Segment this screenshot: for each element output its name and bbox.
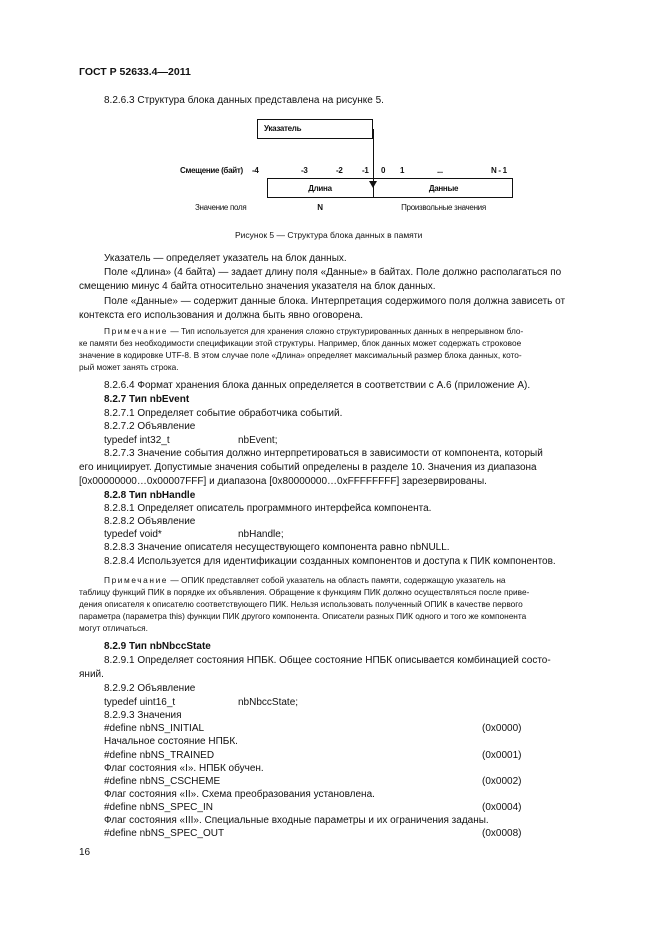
define-description: Начальное состояние НПБК. xyxy=(104,736,238,747)
section-8-2-8-1: 8.2.8.1 Определяет описатель программного интерфейса компонента. xyxy=(104,503,432,514)
typedef-keyword: typedef void* xyxy=(104,529,162,540)
section-8-2-7-3-cont: [0x00000000…0x00007FFF] и диапазона [0x80000000…0xFFFFFFFF] зарезервированы. xyxy=(79,476,487,487)
data-field: Данные xyxy=(428,184,459,193)
values-label: Значение поля xyxy=(195,203,247,212)
data-description: Поле «Данные» — содержит данные блока. Интерпретация содержимого поля должна зависеть от xyxy=(104,296,566,307)
offset-tick: ... xyxy=(437,166,443,175)
typedef-name: nbEvent; xyxy=(238,435,278,446)
define-description: Флаг состояния «I». НПБК обучен. xyxy=(104,763,264,774)
offset-label: Смещение (байт) xyxy=(180,166,243,175)
define-description: Флаг состояния «II». Схема преобразования установлена. xyxy=(104,789,375,800)
length-value: N xyxy=(317,203,323,212)
section-8-2-7-3-cont: его инициирует. Допустимые значения событий определены в разделе 10. Значения из диапазона xyxy=(79,462,537,473)
note-2-line: могут отличаться. xyxy=(79,623,148,633)
offset-tick: -2 xyxy=(336,166,343,175)
section-8-2-9-3: 8.2.9.3 Значения xyxy=(104,710,182,721)
define-name: #define nbNS_SPEC_OUT xyxy=(104,828,225,839)
note-2 xyxy=(104,575,506,585)
note-2-line: дения описателя к описателю соответствующего ПИК. Нельзя использовать полученный ОПИК в качестве первого xyxy=(79,599,523,609)
offset-tick: -4 xyxy=(252,166,259,175)
define-description: Флаг состояния «III». Специальные входные параметры и их ограничения заданы. xyxy=(104,815,489,826)
section-8-2-6-4: 8.2.6.4 Формат хранения блока данных определяется в соответствии с А.6 (приложение А). xyxy=(104,380,531,391)
section-heading-nbevent: 8.2.7 Тип nbEvent xyxy=(104,394,190,405)
note-2-line: таблицу функций ПИК в порядке их объявления. Обращение к функциям ПИК должно осуществляться после приве- xyxy=(79,587,530,597)
note-1-line: рый может занять строка. xyxy=(79,362,179,372)
note-1-line: значение в кодировке UTF-8. В этом случае поле «Длина» определяет максимальный размер блока данных, кото- xyxy=(79,350,522,360)
define-name: #define nbNS_CSCHEME xyxy=(104,776,221,787)
define-value: (0x0008) xyxy=(482,828,522,839)
section-heading-nbnbccstate: 8.2.9 Тип nbNbccState xyxy=(104,641,211,652)
offset-tick: 0 xyxy=(381,166,386,175)
define-value: (0x0004) xyxy=(482,802,522,813)
define-name: #define nbNS_SPEC_IN xyxy=(104,802,213,813)
offset-tick: -3 xyxy=(301,166,308,175)
note-text: — Тип используется для хранения сложно структурированных данных в непрерывном бло- xyxy=(170,326,524,336)
offset-tick: N - 1 xyxy=(491,166,507,175)
note-1 xyxy=(104,326,523,336)
page-number: 16 xyxy=(79,847,91,858)
typedef-name: nbNbccState; xyxy=(238,697,299,708)
section-8-2-6-3: 8.2.6.3 Структура блока данных представлена на рисунке 5. xyxy=(104,95,384,106)
section-8-2-7-3: 8.2.7.3 Значение события должно интерпретироваться в зависимости от компонента, который xyxy=(104,448,543,459)
define-name: #define nbNS_TRAINED xyxy=(104,750,215,761)
pointer-description: Указатель — определяет указатель на блок данных. xyxy=(104,253,347,264)
section-8-2-7-1: 8.2.7.1 Определяет событие обработчика событий. xyxy=(104,408,343,419)
define-value: (0x0000) xyxy=(482,723,522,734)
offset-tick: 1 xyxy=(400,166,405,175)
figure-caption: Рисунок 5 — Структура блока данных в памяти xyxy=(235,230,423,240)
document-header: ГОСТ Р 52633.4—2011 xyxy=(79,66,191,78)
length-description: Поле «Длина» (4 байта) — задает длину поля «Данные» в байтах. Поле должно располагаться по xyxy=(104,267,562,278)
define-name: #define nbNS_INITIAL xyxy=(104,723,205,734)
typedef-name: nbHandle; xyxy=(238,529,284,540)
section-8-2-9-1-cont: яний. xyxy=(79,669,104,680)
define-value: (0x0001) xyxy=(482,750,522,761)
note-1-line: ке памяти без необходимости спецификации этой структуры. Например, блок данных может содержать строковое xyxy=(79,338,522,348)
note-label: Примечание xyxy=(104,575,169,585)
offset-tick: -1 xyxy=(362,166,369,175)
typedef-keyword: typedef int32_t xyxy=(104,435,170,446)
note-2-line: параметра (параметра this) функции ПИК другого компонента. Описатели разных ПИК одного и того же компонента xyxy=(79,611,527,621)
section-8-2-9-1: 8.2.9.1 Определяет состояния НПБК. Общее состояние НПБК описывается комбинацией состо- xyxy=(104,655,551,666)
length-field: Длина xyxy=(308,184,332,193)
data-description-cont: контекста его использования и должна быть явно оговорена. xyxy=(79,310,364,321)
section-8-2-8-4: 8.2.8.4 Используется для идентификации созданных компонентов и доступа к ПИК компонентов. xyxy=(104,556,556,567)
typedef-keyword: typedef uint16_t xyxy=(104,697,176,708)
section-8-2-8-2: 8.2.8.2 Объявление xyxy=(104,516,196,527)
data-value: Произвольные значения xyxy=(401,203,486,212)
pointer-label: Указатель xyxy=(264,124,302,133)
note-label: Примечание xyxy=(104,326,169,336)
note-text: — ОПИК представляет собой указатель на область памяти, содержащую указатель на xyxy=(170,575,506,585)
section-8-2-8-3: 8.2.8.3 Значение описателя несуществующего компонента равно nbNULL. xyxy=(104,542,450,553)
section-8-2-7-2: 8.2.7.2 Объявление xyxy=(104,421,196,432)
section-8-2-9-2: 8.2.9.2 Объявление xyxy=(104,683,196,694)
length-description-cont: смещению минус 4 байта относительно значения указателя на блок данных. xyxy=(79,281,436,292)
define-value: (0x0002) xyxy=(482,776,522,787)
section-heading-nbhandle: 8.2.8 Тип nbHandle xyxy=(104,490,196,501)
